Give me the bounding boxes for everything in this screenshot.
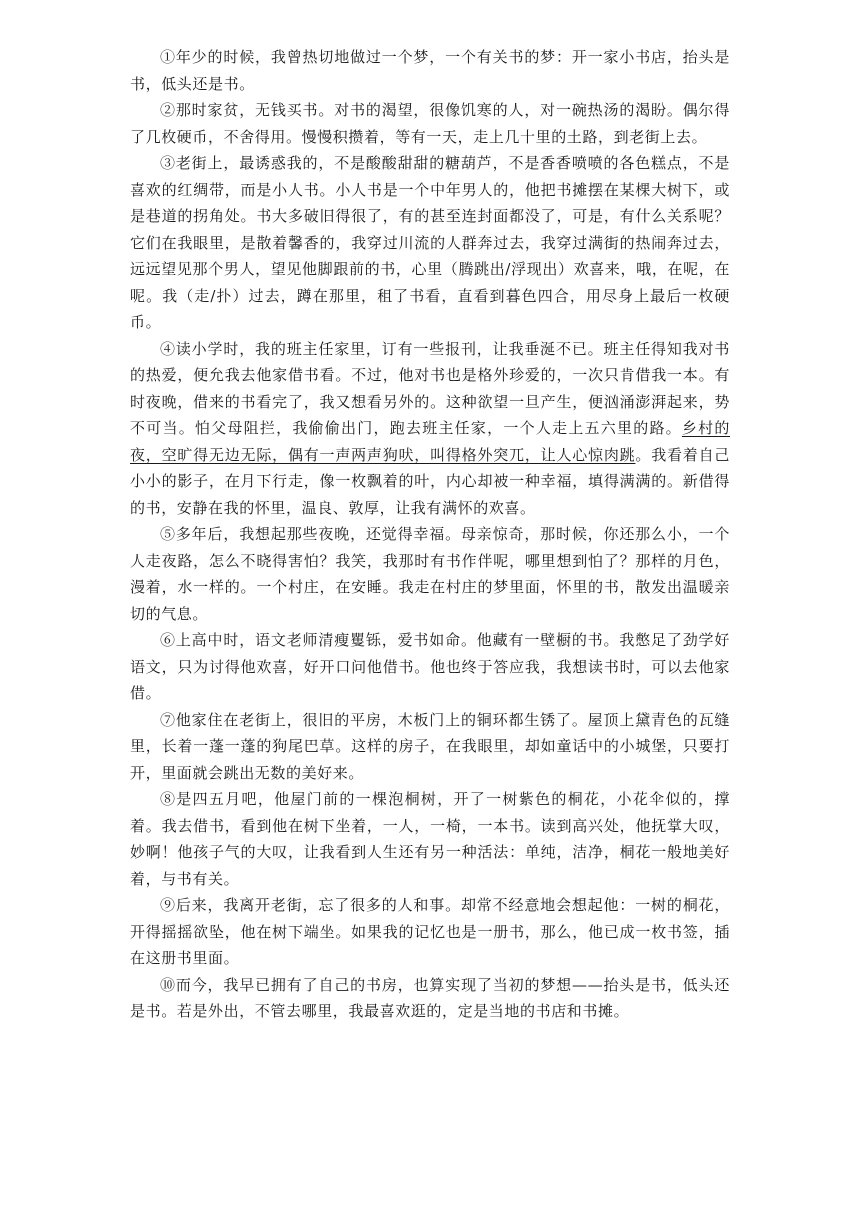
article-body xyxy=(130,44,730,1025)
paragraph-3: ③老街上，最诱惑我的，不是酸酸甜甜的糖葫芦，不是香香喷喷的各色糕点，不是喜欢的红绸带，而是小人书。小人书是一个中年男人的，他把书摊摆在某棵大树下，或是巷道的拐角处。书大多破旧得很了，有的甚至连封面都没了，可是，有什么关系呢？它们在我眼里，是散着馨香的，我穿过川流的人群奔过去，我穿过满街的热闹奔过去，远远望见那个男人，望见他脚跟前的书，心里（腾跳出/浮现出）欢喜来，哦，在呢，在呢。我（走/扑）过去，蹲在那里，租了书看，直看到暮色四合，用尽身上最后一枚硬币。 xyxy=(130,154,730,331)
paragraph-1: ①年少的时候，我曾热切地做过一个梦，一个有关书的梦：开一家小书店，抬头是书，低头还是书。 xyxy=(130,48,730,93)
paragraph-8: ⑧是四五月吧，他屋门前的一棵泡桐树，开了一树紫色的桐花，小花伞似的，撑着。我去借书，看到他在树下坐着，一人，一椅，一本书。读到高兴处，他抚掌大叹，妙啊！他孩子气的大叹，让我看到人生还有另一种活法：单纯，洁净，桐花一般地美好着，与书有关。 xyxy=(130,790,730,888)
paragraph-4-text-before: ④读小学时，我的班主任家里，订有一些报刊，让我垂涎不已。班主任得知我对书的热爱，便允我去他家借书看。不过，他对书也是格外珍爱的，一次只肯借我一本。有时夜晚，借来的书看完了，我又想看另外的。这种欲望一旦产生，便汹涌澎湃起来，势不可当。怕父母阻拦，我偷偷出门，跑去班主任家，一个人走上五六里的路。 xyxy=(130,339,730,437)
paragraph-4-text-after: 。我看着自己小小的影子，在月下行走，像一枚飘着的叶，内心却被一种幸福，填得满满的。新借得的书，安静在我的怀里，温良、敦厚，让我有满怀的欢喜。 xyxy=(130,445,730,517)
paragraph-2: ②那时家贫，无钱买书。对书的渴望，很像饥寒的人，对一碗热汤的渴盼。偶尔得了几枚硬币，不舍得用。慢慢积攒着，等有一天，走上几十里的土路，到老街上去。 xyxy=(130,101,730,146)
underlined-sentence: 乡村的夜，空旷得无边无际，偶有一声两声狗吠，叫得格外突兀，让人心惊肉跳 xyxy=(130,419,730,464)
paragraph-6: ⑥上高中时，语文老师清瘦矍铄，爱书如命。他藏有一壁橱的书。我憋足了劲学好语文，只为讨得他欢喜，好开口问他借书。他也终于答应我，我想读书时，可以去他家借。 xyxy=(130,631,730,702)
paragraph-4 xyxy=(130,336,730,522)
paragraph-10: ⑩而今，我早已拥有了自己的书房，也算实现了当初的梦想——抬头是书，低头还是书。若是外出，不管去哪里，我最喜欢逛的，定是当地的书店和书摊。 xyxy=(130,975,730,1020)
paragraph-9: ⑨后来，我离开老街，忘了很多的人和事。却常不经意地会想起他：一树的桐花，开得摇摇欲坠，他在树下端坐。如果我的记忆也是一册书，那么，他已成一枚书签，插在这册书里面。 xyxy=(130,896,730,967)
paragraph-5: ⑤多年后，我想起那些夜晚，还觉得幸福。母亲惊奇，那时候，你还那么小，一个人走夜路，怎么不晓得害怕？我笑，我那时有书作伴呢，哪里想到怕了？那样的月色，漫着，水一样的。一个村庄，在安睡。我走在村庄的梦里面，怀里的书，散发出温暖亲切的气息。 xyxy=(130,525,730,623)
paragraph-7: ⑦他家住在老街上，很旧的平房，木板门上的铜环都生锈了。屋顶上黛青色的瓦缝里，长着一蓬一蓬的狗尾巴草。这样的房子，在我眼里，却如童话中的小城堡，只要打开，里面就会跳出无数的美好来。 xyxy=(130,710,730,782)
